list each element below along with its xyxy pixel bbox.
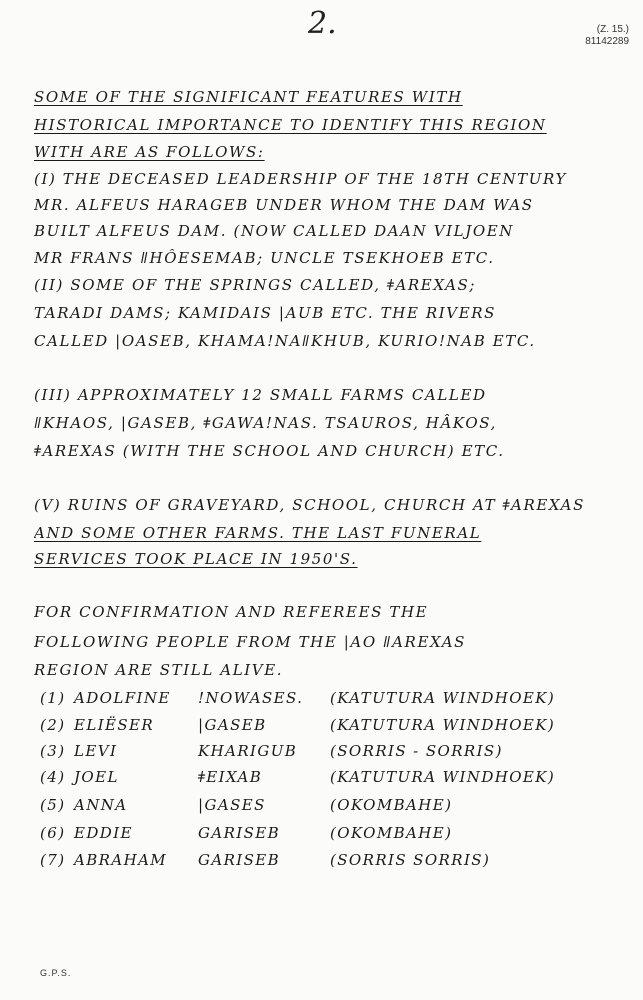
confirmation-line: FOR CONFIRMATION AND REFEREES THE bbox=[34, 603, 429, 621]
item-line: CALLED |OASEB, KHAMA!NAǁKHUB, KURIO!NAB ETC. bbox=[34, 332, 536, 350]
person-surname: |GASES bbox=[198, 796, 266, 814]
person-location: (SORRIS - SORRIS) bbox=[330, 742, 503, 760]
list-item bbox=[40, 851, 630, 875]
person-location: (OKOMBAHE) bbox=[330, 824, 453, 842]
item-line: (III) APPROXIMATELY 12 SMALL FARMS CALLED bbox=[34, 386, 487, 404]
person-surname: GARISEB bbox=[198, 824, 281, 842]
list-item bbox=[40, 796, 630, 820]
item-line: TARADI DAMS; KAMIDAIS |AUB ETC. THE RIVERS bbox=[34, 304, 497, 322]
person-location: (SORRIS SORRIS) bbox=[330, 851, 491, 869]
person-number: (3) bbox=[40, 742, 66, 760]
person-surname: !NOWASES. bbox=[198, 689, 304, 707]
person-first-name: ADOLFINE bbox=[74, 689, 171, 707]
item-line: SERVICES TOOK PLACE IN 1950'S. bbox=[34, 550, 358, 568]
person-location: (OKOMBAHE) bbox=[330, 796, 453, 814]
item-line: BUILT ALFEUS DAM. (NOW CALLED DAAN VILJOEN bbox=[34, 222, 515, 240]
person-surname: |GASEB bbox=[198, 716, 267, 734]
intro-line: HISTORICAL IMPORTANCE TO IDENTIFY THIS REGION bbox=[34, 116, 547, 134]
person-number: (7) bbox=[40, 851, 66, 869]
page-number: 2. bbox=[308, 6, 337, 41]
list-item bbox=[40, 689, 630, 713]
person-location: (KATUTURA WINDHOEK) bbox=[330, 689, 556, 707]
person-first-name: JOEL bbox=[74, 768, 119, 786]
person-surname: KHARIGUB bbox=[198, 742, 298, 760]
list-item bbox=[40, 716, 630, 740]
item-line: ǁKHAOS, |GASEB, ǂGAWA!NAS. TSAUROS, HÂKOS, bbox=[34, 414, 497, 432]
person-number: (2) bbox=[40, 716, 66, 734]
person-number: (6) bbox=[40, 824, 66, 842]
person-number: (1) bbox=[40, 689, 66, 707]
person-surname: GARISEB bbox=[198, 851, 281, 869]
item-line: AND SOME OTHER FARMS. THE LAST FUNERAL bbox=[34, 524, 482, 542]
person-location: (KATUTURA WINDHOEK) bbox=[330, 716, 556, 734]
person-first-name: ABRAHAM bbox=[74, 851, 168, 869]
item-line: MR. ALFEUS HARAGEB UNDER WHOM THE DAM WAS bbox=[34, 196, 534, 214]
item-line: (II) SOME OF THE SPRINGS CALLED, ǂAREXAS; bbox=[34, 276, 477, 294]
person-first-name: ELIËSER bbox=[74, 716, 155, 734]
person-surname: ǂEIXAB bbox=[198, 768, 263, 786]
person-first-name: LEVI bbox=[74, 742, 118, 760]
person-first-name: EDDIE bbox=[74, 824, 133, 842]
item-line: ǂAREXAS (WITH THE SCHOOL AND CHURCH) ETC. bbox=[34, 442, 505, 460]
person-number: (5) bbox=[40, 796, 66, 814]
list-item bbox=[40, 768, 630, 792]
intro-line: WITH ARE AS FOLLOWS: bbox=[34, 143, 265, 161]
footer-code: G.P.S. bbox=[40, 968, 72, 978]
item-line: (V) RUINS OF GRAVEYARD, SCHOOL, CHURCH AT ǂAREXAS bbox=[34, 496, 585, 514]
confirmation-line: REGION ARE STILL ALIVE. bbox=[34, 661, 284, 679]
intro-line: SOME OF THE SIGNIFICANT FEATURES WITH bbox=[34, 88, 463, 106]
item-line: MR FRANS ǁHÔESEMAB; UNCLE TSEKHOEB ETC. bbox=[34, 249, 495, 267]
reference-block bbox=[585, 24, 629, 48]
person-location: (KATUTURA WINDHOEK) bbox=[330, 768, 556, 786]
reference-number: 81142289 bbox=[585, 36, 629, 47]
list-item bbox=[40, 742, 630, 766]
person-number: (4) bbox=[40, 768, 66, 786]
person-first-name: ANNA bbox=[74, 796, 128, 814]
confirmation-line: FOLLOWING PEOPLE FROM THE |AO ǁAREXAS bbox=[34, 633, 467, 651]
item-line: (I) THE DECEASED LEADERSHIP OF THE 18TH CENTURY bbox=[34, 170, 567, 188]
list-item bbox=[40, 824, 630, 848]
reference-code: (Z. 15.) bbox=[596, 24, 629, 35]
